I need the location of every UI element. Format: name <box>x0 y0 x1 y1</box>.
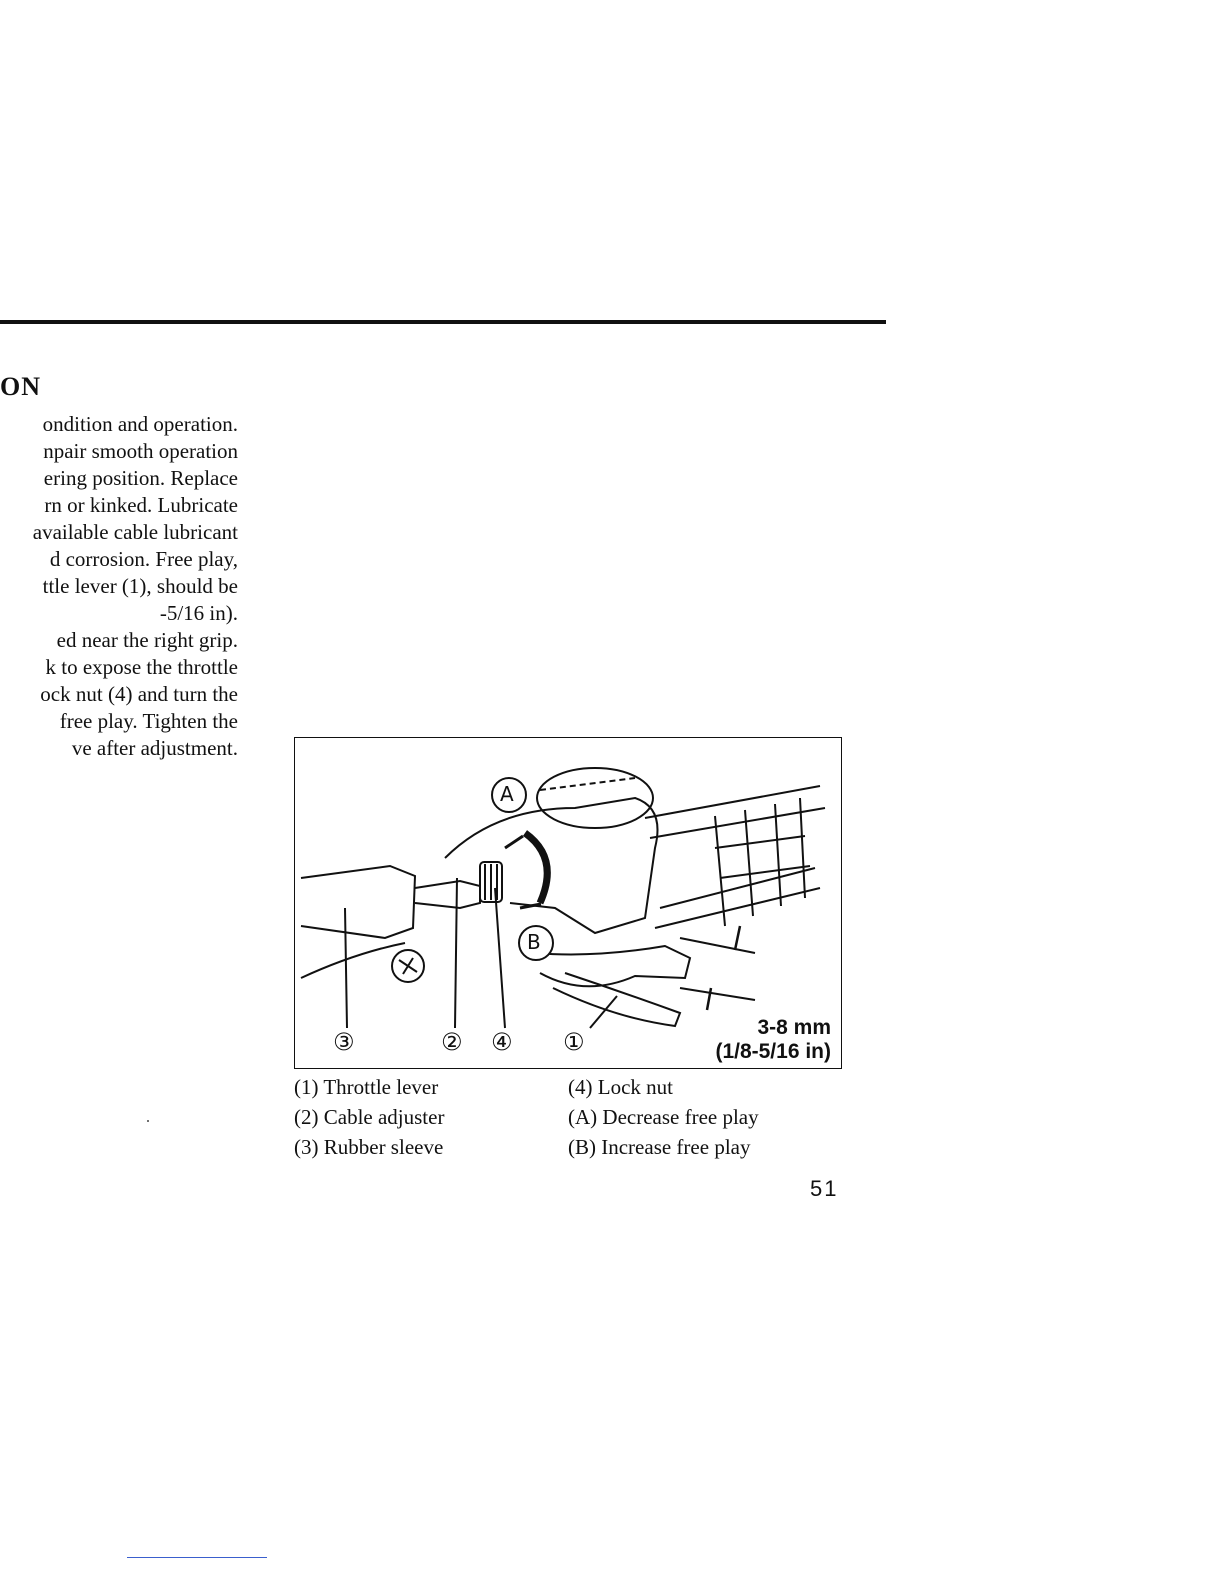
throttle-cable-illustration <box>294 737 842 1069</box>
body-line: d corrosion. Free play, <box>49 547 238 571</box>
callout-1: ① <box>563 1028 585 1056</box>
body-line: ering position. Replace <box>43 466 238 490</box>
caption-cable-adjuster: (2) Cable adjuster <box>294 1105 445 1129</box>
caption-decrease-free-play: (A) Decrease free play <box>568 1105 759 1129</box>
callout-a: A <box>500 782 514 806</box>
body-text <box>33 411 238 762</box>
body-line: k to expose the throttle <box>45 655 238 679</box>
body-line: available cable lubricant <box>32 520 238 544</box>
body-line: ed near the right grip. <box>56 628 238 652</box>
page-number: 51 <box>810 1176 839 1201</box>
caption-lock-nut: (4) Lock nut <box>568 1075 673 1099</box>
caption-throttle-lever: (1) Throttle lever <box>294 1075 439 1099</box>
caption-rubber-sleeve: (3) Rubber sleeve <box>294 1135 444 1159</box>
body-line: -5/16 in). <box>159 601 238 625</box>
body-line: ttle lever (1), should be <box>42 574 238 598</box>
callout-3: ③ <box>333 1028 355 1056</box>
section-heading: ON <box>0 372 41 401</box>
footer-line <box>127 1557 267 1558</box>
callout-2: ② <box>441 1028 463 1056</box>
free-play-mm: 3-8 mm <box>757 1016 831 1039</box>
body-line: npair smooth operation <box>43 439 238 463</box>
section-divider <box>0 320 886 324</box>
body-line: ve after adjustment. <box>71 736 238 760</box>
body-line: rn or kinked. Lubricate <box>44 493 238 517</box>
body-line: free play. Tighten the <box>59 709 238 733</box>
caption-increase-free-play: (B) Increase free play <box>568 1135 751 1159</box>
body-line: ondition and operation. <box>42 412 238 436</box>
body-line: ock nut (4) and turn the <box>40 682 238 706</box>
free-play-spec <box>715 1016 831 1064</box>
callout-4: ④ <box>491 1028 513 1056</box>
free-play-inch: (1/8-5/16 in) <box>715 1040 831 1063</box>
scan-speck <box>147 1120 149 1122</box>
callout-b: B <box>527 930 541 954</box>
